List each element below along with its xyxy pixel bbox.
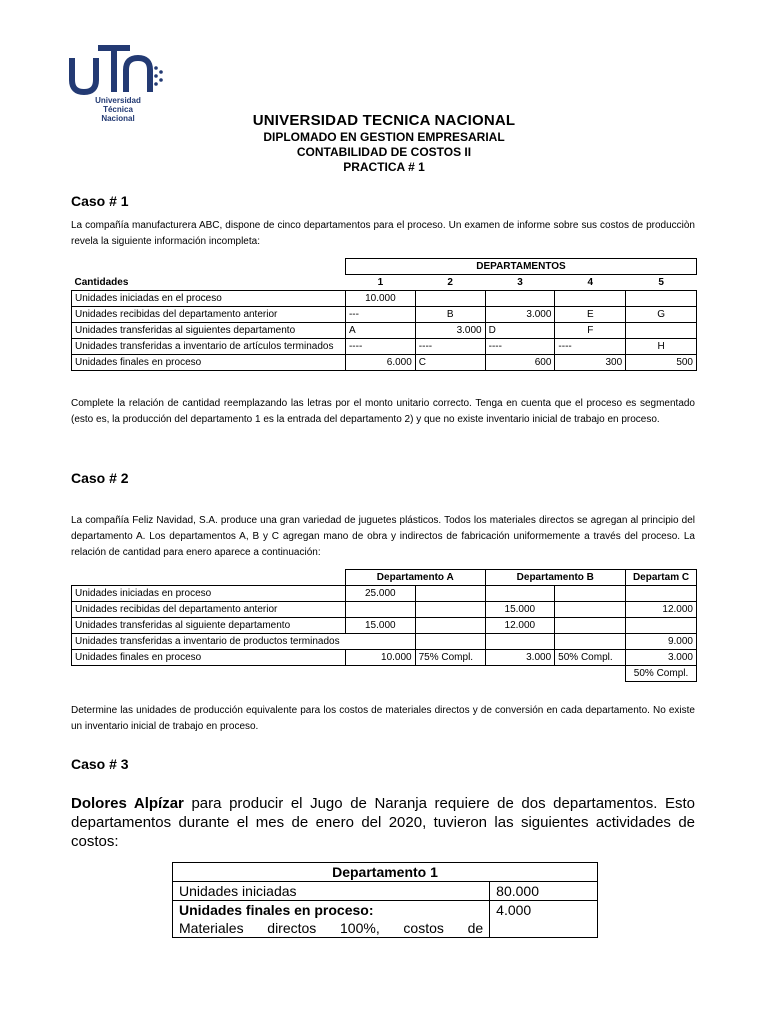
row-label: Unidades finales en proceso — [72, 355, 346, 371]
table-cell: 600 — [485, 355, 555, 371]
table-cell — [415, 618, 485, 634]
row-label: Unidades recibidas del departamento anterior — [72, 307, 346, 323]
table-row — [173, 882, 598, 901]
caso2-header-dept-b: Departamento B — [485, 570, 626, 586]
table-cell: 4.000 — [490, 901, 598, 938]
table-cell: 9.000 — [626, 634, 697, 650]
dept-c-completion: 50% Compl. — [626, 666, 697, 682]
caso1-col-header: 5 — [658, 277, 664, 288]
row-detail: Materiales directos 100%, costos de — [179, 920, 484, 936]
row-label: Unidades iniciadas en el proceso — [72, 291, 346, 307]
table-cell: 75% Compl. — [415, 650, 485, 666]
table-cell: F — [555, 323, 626, 339]
table-row — [72, 586, 697, 602]
table-cell: ---- — [415, 339, 485, 355]
caso1-col-header: 1 — [377, 277, 384, 288]
utn-logo — [68, 40, 178, 123]
table-cell — [485, 586, 555, 602]
utn-logo-mark — [68, 40, 168, 96]
company-name: Dolores Alpízar — [71, 795, 184, 812]
table-cell: B — [415, 307, 485, 323]
row-label-bold: Unidades finales en proceso: — [179, 902, 374, 918]
caso3-table — [172, 862, 598, 938]
row-label: Unidades iniciadas en proceso — [72, 586, 346, 602]
table-cell — [485, 291, 555, 307]
table-cell — [555, 618, 626, 634]
table-cell: 25.000 — [345, 586, 415, 602]
row-label: Unidades finales en proceso — [72, 650, 346, 666]
row-label: Unidades iniciadas — [173, 882, 490, 901]
table-cell: ---- — [555, 339, 626, 355]
caso2-intro: La compañía Feliz Navidad, S.A. produce una gran variedad de juguetes plásticos. Todos los materiales directos se agregan al principio del departamento A. Los departamentos A, B y C agregan mano de obra y indirectos de fabricación uniformemente a través del proceso. La relación de cantidad para enero aparece a continuación: — [71, 515, 695, 558]
caso2-table-empty-corner — [72, 570, 346, 586]
table-cell: G — [626, 307, 697, 323]
table-row — [72, 650, 697, 666]
table-cell: D — [485, 323, 555, 339]
table-cell: --- — [345, 307, 415, 323]
row-label: Unidades recibidas del departamento anterior — [72, 602, 346, 618]
table-cell: C — [415, 355, 485, 371]
header-subtitles — [0, 130, 768, 175]
caso1-table — [71, 258, 697, 371]
table-row — [72, 634, 697, 650]
table-cell — [555, 291, 626, 307]
table-cell: E — [555, 307, 626, 323]
table-row — [72, 355, 697, 371]
table-cell — [555, 586, 626, 602]
caso2-header-dept-c: Departam C — [626, 570, 697, 586]
table-cell — [626, 323, 697, 339]
table-cell — [626, 291, 697, 307]
caso1-col-header: 4 — [587, 277, 594, 288]
caso3-intro — [71, 794, 695, 851]
table-cell: 500 — [626, 355, 697, 371]
table-cell: 15.000 — [485, 602, 555, 618]
row-label: Unidades transferidas al siguiente departamento — [72, 618, 346, 634]
table-cell — [555, 602, 626, 618]
row-label: Unidades transferidas a inventario de productos terminados — [72, 634, 346, 650]
table-cell: 3.000 — [415, 323, 485, 339]
table-cell — [415, 602, 485, 618]
table-cell: 3.000 — [626, 650, 697, 666]
table-cell: A — [345, 323, 415, 339]
spacer-cell — [72, 666, 346, 682]
logo-caption-line2: Técnica Nacional — [101, 105, 135, 123]
table-cell — [415, 291, 485, 307]
row-label — [173, 901, 490, 938]
practice-title: PRACTICA # 1 — [343, 160, 425, 174]
course-title: CONTABILIDAD DE COSTOS II — [296, 145, 472, 159]
logo-caption-line1: Universidad — [95, 96, 141, 105]
table-cell: 12.000 — [626, 602, 697, 618]
row-label: Unidades transferidas a inventario de artículos terminados — [72, 339, 346, 355]
table-cell: 10.000 — [345, 291, 415, 307]
table-row — [72, 307, 697, 323]
table-cell — [415, 634, 485, 650]
caso3-intro-text: para producir el Jugo de Naranja requiere de dos departamentos. Esto departamentos durante el mes de enero del 2020, tuvieron las siguientes actividades de costos: — [71, 795, 696, 850]
table-cell: 300 — [555, 355, 626, 371]
caso1-col-header: 3 — [517, 277, 523, 288]
table-cell: ---- — [345, 339, 415, 355]
table-cell: 50% Compl. — [555, 650, 626, 666]
table-cell — [555, 634, 626, 650]
table-cell: H — [626, 339, 697, 355]
table-cell — [626, 586, 697, 602]
table-cell — [345, 634, 415, 650]
caso1-table-empty-corner — [72, 259, 346, 275]
program-title: DIPLOMADO EN GESTION EMPRESARIAL — [263, 130, 505, 144]
table-cell: 3.000 — [485, 307, 555, 323]
table-row — [173, 901, 598, 938]
table-cell — [415, 586, 485, 602]
caso3-title: Caso # 3 — [71, 756, 129, 772]
table-cell: ---- — [485, 339, 555, 355]
table-cell: 6.000 — [345, 355, 415, 371]
spacer-cell — [555, 666, 626, 682]
table-cell: 12.000 — [485, 618, 555, 634]
table-cell — [485, 634, 555, 650]
caso1-instructions: Complete la relación de cantidad reemplazando las letras por el monto unitario correcto. Tenga en cuenta que el proceso es segmentado (esto es, la producción del departamento 1 es la entrada del departamento 2) y que no existe inventario inicial de trabajo en proceso. — [71, 398, 695, 425]
spacer-cell — [415, 666, 485, 682]
caso2-title: Caso # 2 — [71, 470, 129, 486]
spacer-cell — [485, 666, 555, 682]
row-label: Unidades transferidas al siguientes departamento — [72, 323, 346, 339]
table-row — [72, 618, 697, 634]
table-cell: 15.000 — [345, 618, 415, 634]
table-row — [72, 602, 697, 618]
table-cell: 80.000 — [490, 882, 598, 901]
table-row — [72, 339, 697, 355]
caso1-intro: La compañía manufacturera ABC, dispone de cinco departamentos para el proceso. Un examen de informe sobre sus costos de producciòn revela la siguiente información incompleta: — [71, 220, 695, 247]
university-title: UNIVERSIDAD TECNICA NACIONAL — [252, 112, 516, 129]
table-row — [72, 291, 697, 307]
caso3-table-header: Departamento 1 — [173, 863, 598, 882]
caso1-title: Caso # 1 — [71, 193, 129, 209]
caso1-label-header: Cantidades — [74, 276, 129, 288]
caso2-table — [71, 569, 697, 682]
caso2-instructions: Determine las unidades de producción equivalente para los costos de materiales directos y de conversión en cada departamento. No existe un inventario inicial de trabajo en proceso. — [71, 705, 695, 732]
table-row — [72, 323, 697, 339]
spacer-cell — [345, 666, 415, 682]
table-cell: 10.000 — [345, 650, 415, 666]
caso1-group-header: DEPARTAMENTOS — [345, 259, 696, 275]
table-cell — [626, 618, 697, 634]
table-cell — [345, 602, 415, 618]
caso1-col-header: 2 — [447, 277, 453, 288]
caso2-header-dept-a: Departamento A — [345, 570, 485, 586]
table-cell: 3.000 — [485, 650, 555, 666]
